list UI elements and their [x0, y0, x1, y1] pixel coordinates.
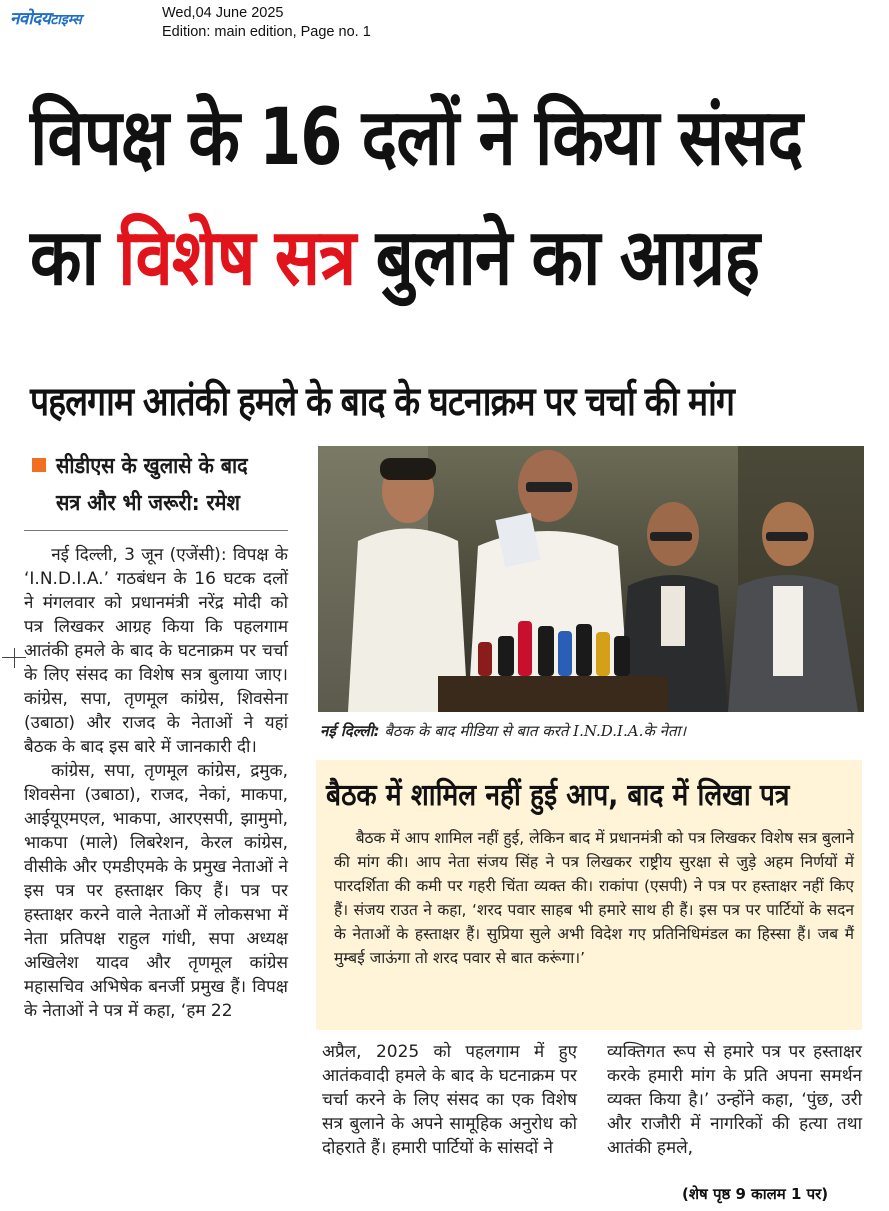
article-column-3 [607, 1040, 862, 1160]
crop-mark-icon [14, 648, 15, 668]
article-column-2 [322, 1040, 577, 1160]
issue-date: Wed,04 June 2025 [162, 5, 284, 21]
bullet-square-icon [32, 458, 46, 472]
masthead-logo [10, 6, 140, 30]
logo-sub: टाइम्स [50, 12, 82, 28]
news-photo [318, 446, 864, 712]
article-paragraph: व्यक्तिगत रूप से हमारे पत्र पर हस्ताक्षर करके हमारी मांग के प्रति अपना समर्थन व्यक्त किया है।’ उन्होंने कहा, ‘पुंछ, उरी और राजौरी में नागरिकों की हत्या तथा आतंकी हमले, [607, 1042, 862, 1158]
headline-highlight: विशेष सत्र [118, 213, 356, 303]
caption-place: नई दिल्ली: [320, 722, 380, 740]
headline-line1: विपक्ष के 16 दलों ने किया संसद [30, 93, 803, 183]
headline-line2-pre: का [30, 213, 119, 303]
edition-info: Edition: main edition, Page no. 1 [162, 24, 371, 40]
headline-line2-post: बुलाने का आग्रह [355, 213, 760, 303]
edition-meta [162, 4, 371, 42]
sub-headline-line2: सत्र और भी जरूरी: रमेश [56, 491, 240, 516]
logo-main: नवोदय [10, 9, 51, 29]
headline-line2 [30, 208, 759, 308]
caption-text: बैठक के बाद मीडिया से बात करते I.N.D.I.A.के नेता। [379, 722, 687, 740]
sub-headline [56, 448, 248, 522]
box-heading: बैठक में शामिल नहीं हुई आप, बाद में लिखा पत्र [326, 778, 790, 813]
photo-caption [320, 720, 686, 742]
article-paragraph: कांग्रेस, सपा, तृणमूल कांग्रेस, द्रमुक, शिवसेना (उबाठा), राजद, नेकां, माकपा, आईयूएमएल, भाकपा, आरएसपी, झामुमो, भाकपा (माले) लिबरेशन, केरल कांग्रेस, वीसीके और एमडीएमके के प्रमुख नेताओं ने इस पत्र पर हस्ताक्षर किए हैं। पत्र पर हस्ताक्षर करने वाले नेताओं में लोकसभा में नेता प्रतिपक्ष राहुल गांधी, सपा अध्यक्ष अखिलेश यादव और तृणमूल कांग्रेस महासचिव अभिषेक बनर्जी प्रमुख हैं। विपक्ष के नेताओं ने पत्र में कहा, ‘हम 22 [24, 761, 288, 1021]
box-paragraph: बैठक में आप शामिल नहीं हुई, लेकिन बाद में प्रधानमंत्री को पत्र लिखकर विशेष सत्र बुलाने की मांग की। आप नेता संजय सिंह ने पत्र लिखकर राष्ट्रीय सुरक्षा से जुड़े अहम निर्णयों में पारदर्शिता की कमी पर गहरी चिंता व्यक्त की। राकांपा (एसपी) ने पत्र पर हस्ताक्षर नहीं किए हैं। संजय राउत ने कहा, ‘शरद पवार साहब भी हमारे साथ ही हैं। इस पत्र पर पार्टियों के सदन के नेताओं के हस्ताक्षर हैं। सुप्रिया सुले अभी विदेश गए प्रतिनिधिमंडल का हिस्सा हैं। जब मैं मुम्बई जाऊंगा तो शरद पवार से बात करूंगा।’ [334, 829, 854, 967]
box-text [334, 826, 854, 970]
article-paragraph: नई दिल्ली, 3 जून (एजेंसी): विपक्ष के ‘I.N.D.I.A.’ गठबंधन के 16 घटक दलों ने मंगलवार को प्रधानमंत्री नरेंद्र मोदी को पत्र लिखकर आग्रह किया कि पहलगाम आतंकी हमले के बाद के घटनाक्रम पर चर्चा के लिए संसद का विशेष सत्र बुलाया जाए। कांग्रेस, सपा, तृणमूल कांग्रेस, शिवसेना (उबाठा) और राजद के नेताओं ने यहां बैठक के बाद इस बारे में जानकारी दी। [24, 545, 288, 757]
sub-headline-line1: सीडीएस के खुलासे के बाद [56, 454, 248, 479]
article-paragraph: अप्रैल, 2025 को पहलगाम में हुए आतंकवादी हमले के बाद के घटनाक्रम पर चर्चा करने के लिए संसद का एक विशेष सत्र बुलाने के अपने सामूहिक अनुरोध को दोहराते हैं। हमारी पार्टियों के सांसदों ने [322, 1042, 577, 1158]
divider [24, 530, 288, 531]
article-column-1 [24, 543, 288, 1023]
continuation-note: (शेष पृष्ठ 9 कालम 1 पर) [682, 1185, 829, 1203]
deck-headline: पहलगाम आतंकी हमले के बाद के घटनाक्रम पर चर्चा की मांग [30, 379, 735, 425]
